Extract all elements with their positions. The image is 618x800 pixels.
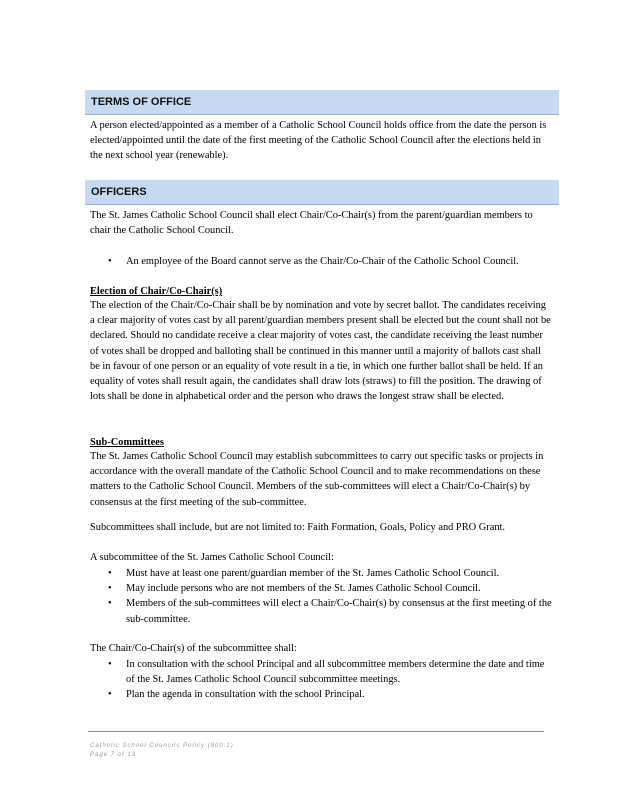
list-item: • Members of the sub-committees will elect a Chair/Co-Chair(s) by consensus at the first meeting of the sub-committee. [108,598,552,625]
list-item: • Must have at least one parent/guardian member of the St. James Catholic School Council. [90,566,552,581]
subcommittees-text: The St. James Catholic School Council may establish subcommittees to carry out specific tasks or projects in accordance with the overall mandate of the Catholic School Council and to make recommendations on these matters to the Catholic School Council. Members of the sub-committees will elect a Chair/Co-Chair(s) by consensus at the first meeting of the sub-committee. [90,451,544,508]
bullet-icon: • [108,583,112,595]
chair-bullet-list [90,657,552,703]
list-item: • An employee of the Board cannot serve as the Chair/Co-Chair of the Catholic School Council. [90,254,552,269]
election-heading: Election of Chair/Co-Chair(s) [90,286,223,297]
subcommittees-heading: Sub-Committees [90,437,164,448]
footer-divider [88,731,544,732]
election-text: The election of the Chair/Co-Chair shall be by nomination and vote by secret ballot. The candidates receiving a clear majority of votes cast by all parent/guardian members present shall be elected but the count shall not be declared. Should no candidate receive a clear majority of votes cast, the candidate receiving the least number of votes shall be dropped and balloting shall be continued in this manner until a majority of ballots cast shall be in favour of one person or an equality of vote result in a tie, in which one further ballot shall be held. If an equality of votes shall result again, the candidates shall draw lots (straws) to fill the position. The drawing of lots shall be done in alphabetical order and the person who draws the longest straw shall be elected. [90,300,551,403]
bullet-icon: • [108,598,112,610]
chair-intro: The Chair/Co-Chair(s) of the subcommittee shall: [90,643,297,654]
officers-heading: OFFICERS [85,180,559,205]
subcommittee-bullet-list [90,566,552,627]
terms-of-office-heading: TERMS OF OFFICE [85,90,559,115]
bullet-icon: • [108,689,112,701]
terms-of-office-text: A person elected/appointed as a member of a Catholic School Council holds office from the date the person is elected/appointed until the date of the first meeting of the Catholic School Council after the elections held in the next school year (renewable). [90,120,547,162]
subcommittee-intro: A subcommittee of the St. James Catholic School Council: [90,552,334,563]
bullet-icon: • [108,659,112,670]
officers-text: The St. James Catholic School Council shall elect Chair/Co-Chair(s) from the parent/guardian members to chair the Catholic School Council. [90,210,533,237]
officers-bullet-list [90,254,552,269]
bullet-icon: • [108,256,112,267]
list-item: • In consultation with the school Principal and all subcommittee members determine the date and time of the St. James Catholic School Council subcommittee meetings. [108,659,545,686]
list-item: • May include persons who are not members of the St. James Catholic School Council. [90,581,552,596]
list-item: • Plan the agenda in consultation with the school Principal. [90,687,552,702]
subcommittees-include-text: Subcommittees shall include, but are not limited to: Faith Formation, Goals, Policy and PRO Grant. [90,522,506,533]
bullet-icon: • [108,568,112,579]
footer-page-number: Page 7 of 13 [90,752,137,758]
footer-policy-name: Catholic School Councils Policy (800.1) [90,743,234,749]
